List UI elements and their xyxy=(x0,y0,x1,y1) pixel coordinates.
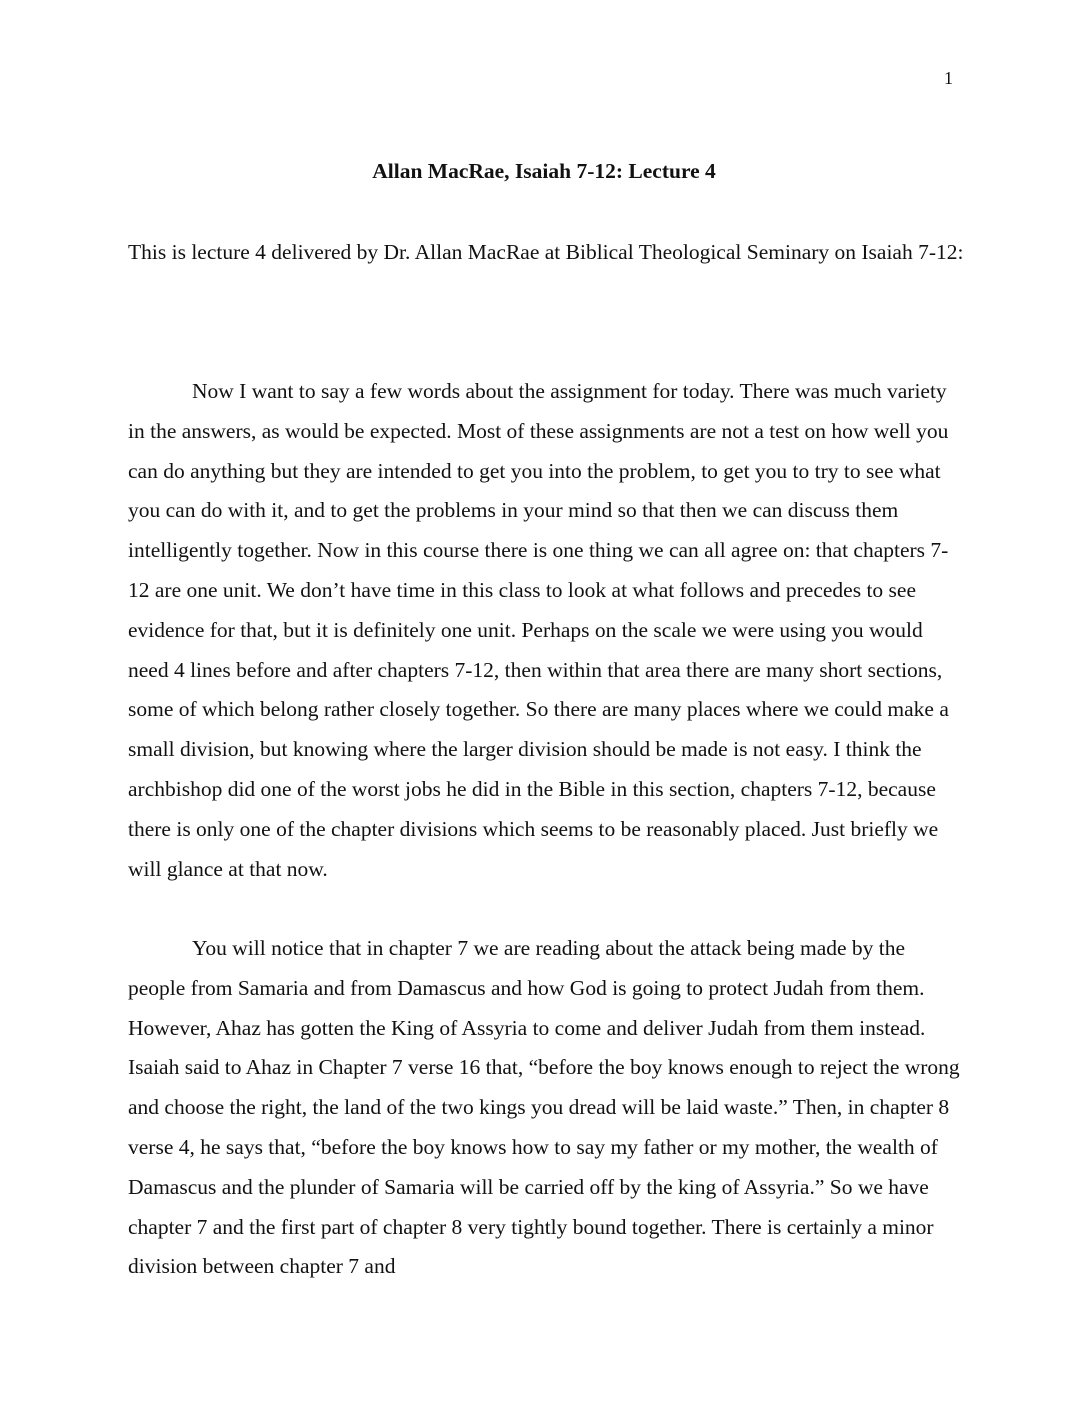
intro-paragraph: This is lecture 4 delivered by Dr. Allan MacRae at Biblical Theological Seminary on Isaiah 7-12: xyxy=(128,240,964,264)
body-paragraph-2: You will notice that in chapter 7 we are reading about the attack being made by the people from Samaria and from Damascus and how God is going to protect Judah from them. However, Ahaz has gotten the King of Assyria to come and deliver Judah from them instead. Isaiah said to Ahaz in Chapter 7 verse 16 that, “before the boy knows enough to reject the wrong and choose the right, the land of the two kings you dread will be laid waste.” Then, in chapter 8 verse 4, he says that, “before the boy knows how to say my father or my mother, the wealth of Damascus and the plunder of Samaria will be carried off by the king of Assyria.” So we have chapter 7 and the first part of chapter 8 very tightly bound together. There is certainly a minor division between chapter 7 and xyxy=(128,936,960,1279)
document-title: Allan MacRae, Isaiah 7-12: Lecture 4 xyxy=(372,159,716,183)
body-paragraph-1: Now I want to say a few words about the assignment for today. There was much variety in the answers, as would be expected. Most of these assignments are not a test on how well you can do anything but they are intended to get you into the problem, to get you to try to see what you can do with it, and to get the problems in your mind so that then we can discuss them intelligently together. Now in this course there is one thing we can all agree on: that chapters 7-12 are one unit. We don’t have time in this class to look at what follows and precedes to see evidence for that, but it is definitely one unit. Perhaps on the scale we were using you would need 4 lines before and after chapters 7-12, then within that area there are many short sections, some of which belong rather closely together. So there are many places where we could make a small division, but knowing where the larger division should be made is not easy. I think the archbishop did one of the worst jobs he did in the Bible in this section, chapters 7-12, because there is only one of the chapter divisions which seems to be reasonably placed. Just briefly we will glance at that now. xyxy=(128,379,949,881)
page-number: 1 xyxy=(944,68,953,88)
